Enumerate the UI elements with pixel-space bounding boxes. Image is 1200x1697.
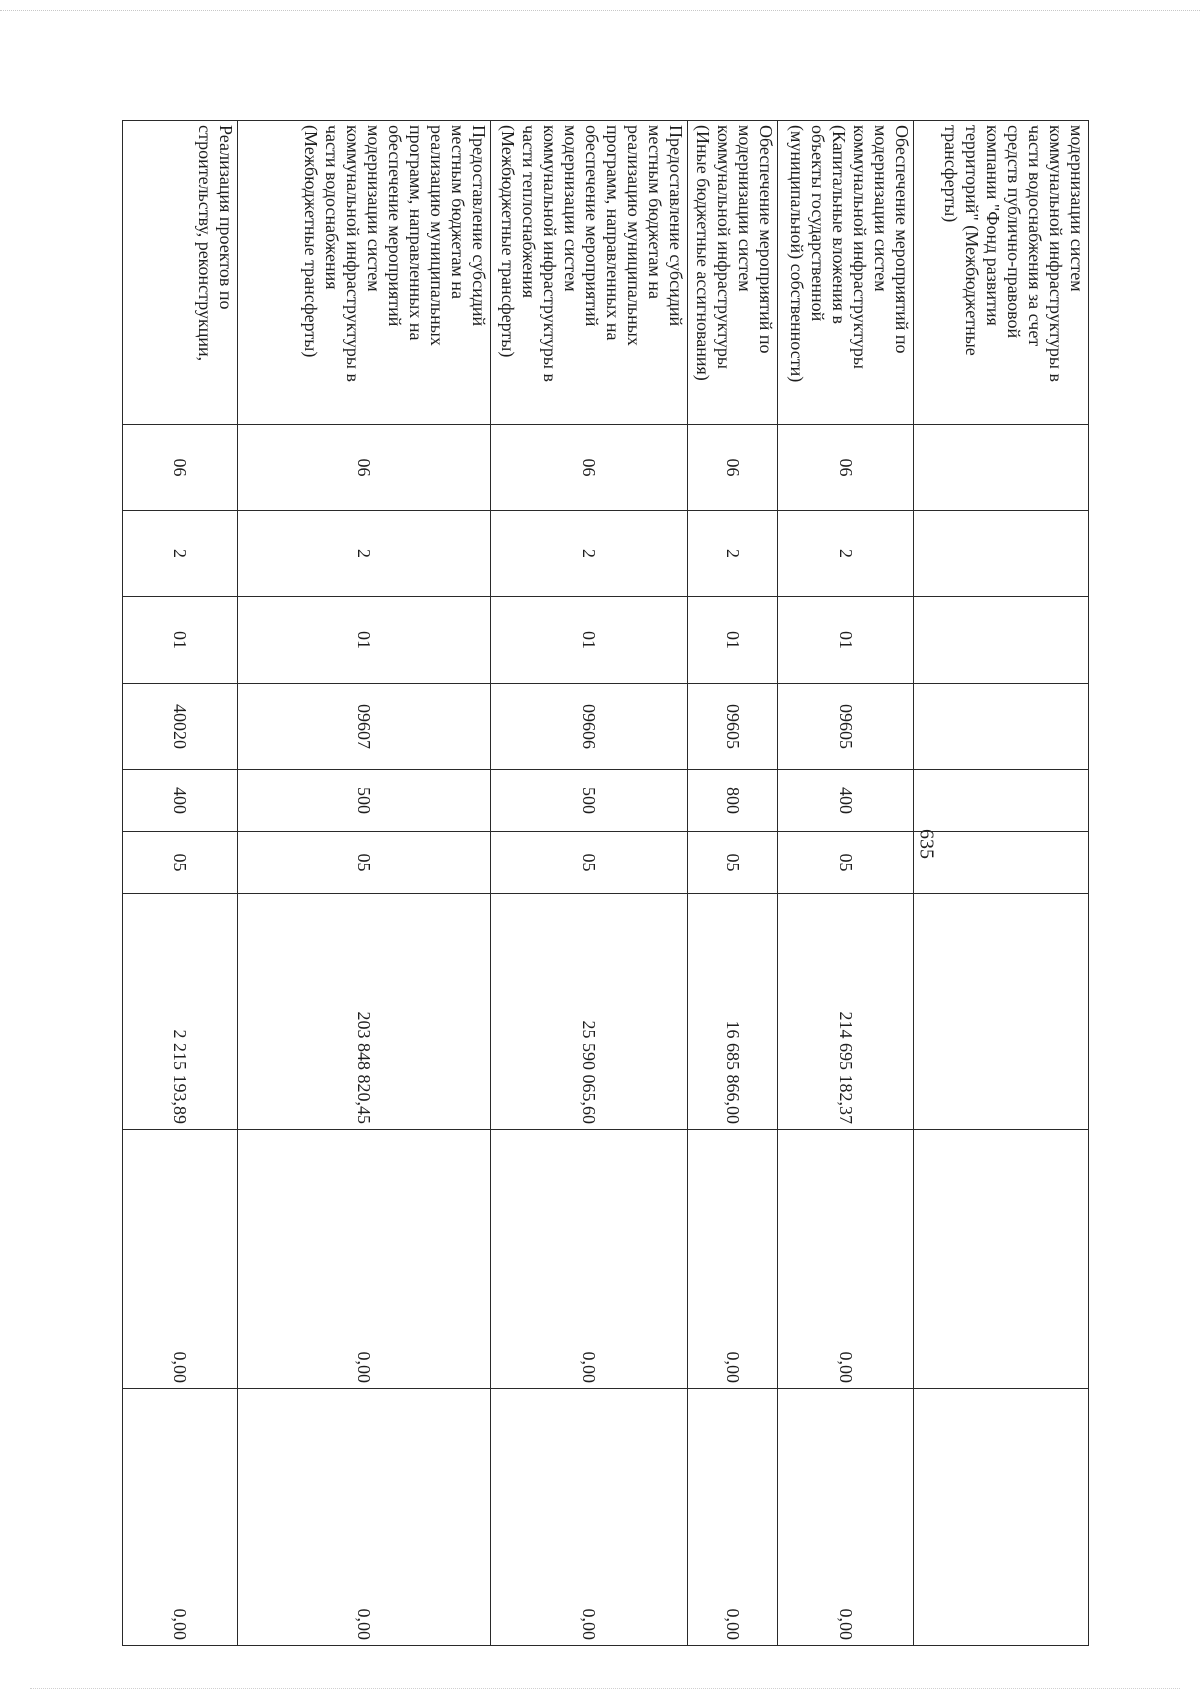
amount-cell: 0,00: [778, 1389, 914, 1646]
code-cell: 2: [238, 511, 491, 597]
budget-table: [122, 120, 1089, 1646]
code-cell: 500: [491, 770, 688, 832]
table-row: [491, 121, 688, 1646]
row-description: Обеспечение мероприятий по модернизации систем коммунальной инфраструктуры (Капитальные вложения в объекты государственной (муниципальной) собственности): [778, 121, 914, 425]
code-cell: 05: [238, 832, 491, 894]
code-cell: 2: [123, 511, 238, 597]
page-number: 635: [915, 829, 938, 859]
amount-cell: 0,00: [238, 1389, 491, 1646]
code-cell: 06: [238, 425, 491, 511]
code-cell: 01: [491, 597, 688, 684]
amount-cell: 0,00: [778, 1130, 914, 1389]
amount-cell: 0,00: [123, 1130, 238, 1389]
amount-cell: 0,00: [238, 1130, 491, 1389]
code-cell: [914, 511, 1089, 597]
amount-cell: 0,00: [688, 1130, 778, 1389]
code-cell: 400: [778, 770, 914, 832]
amount-cell: 0,00: [491, 1130, 688, 1389]
code-cell: 2: [688, 511, 778, 597]
code-cell: [914, 597, 1089, 684]
code-cell: 05: [491, 832, 688, 894]
code-cell: 09605: [778, 684, 914, 770]
amount-cell: 0,00: [123, 1389, 238, 1646]
amount-cell: 25 590 065,60: [491, 894, 688, 1130]
code-cell: 400: [123, 770, 238, 832]
amount-cell: 0,00: [688, 1389, 778, 1646]
amount-cell: 16 685 866,00: [688, 894, 778, 1130]
amount-cell: [914, 1389, 1089, 1646]
rotated-table-area: [123, 120, 1089, 1645]
code-cell: 05: [688, 832, 778, 894]
row-description: Предоставление субсидий местным бюджетам на реализацию муниципальных программ, направленных на обеспечение мероприятий модернизации систем коммунальной инфраструктуры в части водоснабжения (Межбюджетные трансферты): [238, 121, 491, 425]
code-cell: 2: [778, 511, 914, 597]
amount-cell: 214 695 182,37: [778, 894, 914, 1130]
code-cell: 40020: [123, 684, 238, 770]
code-cell: [914, 832, 1089, 894]
code-cell: [914, 770, 1089, 832]
row-description: Реализация проектов по строительству, реконструкции,: [123, 121, 238, 425]
amount-cell: [914, 894, 1089, 1130]
rotated-table-frame: [123, 120, 1089, 1645]
amount-cell: [914, 1130, 1089, 1389]
code-cell: 06: [688, 425, 778, 511]
row-description: Обеспечение мероприятий по модернизации систем коммунальной инфраструктуры (Иные бюджетные ассигнования): [688, 121, 778, 425]
code-cell: 01: [778, 597, 914, 684]
row-description: Предоставление субсидий местным бюджетам на реализацию муниципальных программ, направленных на обеспечение мероприятий модернизации систем коммунальной инфраструктуры в части теплоснабжения (Межбюджетные трансферты): [491, 121, 688, 425]
amount-cell: 203 848 820,45: [238, 894, 491, 1130]
amount-cell: 0,00: [491, 1389, 688, 1646]
code-cell: 01: [688, 597, 778, 684]
code-cell: 2: [491, 511, 688, 597]
code-cell: 06: [491, 425, 688, 511]
top-scan-border: [0, 10, 1200, 11]
code-cell: 05: [778, 832, 914, 894]
code-cell: [914, 684, 1089, 770]
table-row: [778, 121, 914, 1646]
code-cell: 800: [688, 770, 778, 832]
code-cell: [914, 425, 1089, 511]
bottom-scan-border: [30, 1688, 1180, 1689]
row-description: модернизации систем коммунальной инфраструктуры в части водоснабжения за счет средств публично-правовой компании "Фонд развития территорий" (Межбюджетные трансферты): [914, 121, 1089, 425]
code-cell: 500: [238, 770, 491, 832]
table-row: [123, 121, 238, 1646]
code-cell: 09605: [688, 684, 778, 770]
code-cell: 01: [123, 597, 238, 684]
table-row: [688, 121, 778, 1646]
table-row: [238, 121, 491, 1646]
code-cell: 09606: [491, 684, 688, 770]
amount-cell: 2 215 193,89: [123, 894, 238, 1130]
code-cell: 05: [123, 832, 238, 894]
code-cell: 06: [778, 425, 914, 511]
code-cell: 01: [238, 597, 491, 684]
table-row: [914, 121, 1089, 1646]
code-cell: 09607: [238, 684, 491, 770]
code-cell: 06: [123, 425, 238, 511]
